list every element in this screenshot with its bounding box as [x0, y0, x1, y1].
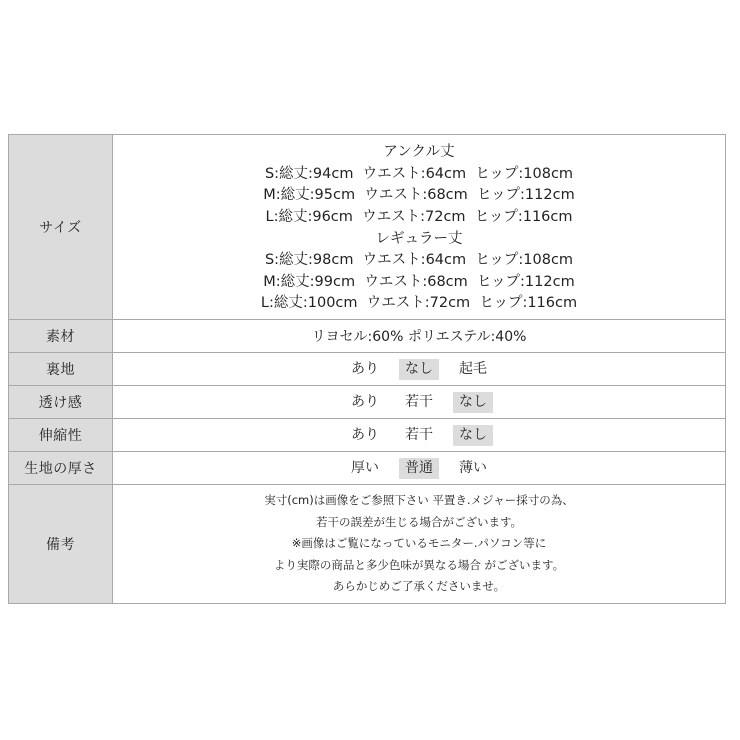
sheerness-option-slight: 若干	[405, 393, 433, 410]
sheerness-row	[9, 386, 726, 419]
thickness-options	[345, 458, 493, 479]
lining-options	[345, 359, 493, 380]
size-ankle-m: M:総丈:95cm ウエスト:68cm ヒップ:112cm	[263, 187, 575, 204]
size-regular-l: L:総丈:100cm ウエスト:72cm ヒップ:116cm	[260, 295, 578, 312]
note-line-1: 実寸(cm)は画像をご参照下さい 平置き.メジャー採寸の為、	[264, 493, 574, 508]
spec-table	[8, 134, 726, 604]
note-line-4: より実際の商品と多少色味が異なる場合 がございます。	[273, 557, 565, 572]
stretch-option-yes: あり	[351, 426, 379, 443]
stretch-label: 伸縮性	[9, 419, 113, 452]
notes-label: 備考	[9, 485, 113, 604]
note-line-2: 若干の誤差が生じる場合がございます。	[315, 514, 523, 529]
size-regular-m: M:総丈:99cm ウエスト:68cm ヒップ:112cm	[263, 273, 575, 290]
sheerness-label: 透け感	[9, 386, 113, 419]
thickness-option-thick: 厚い	[351, 459, 379, 476]
size-heading-regular: レギュラー丈	[375, 230, 463, 247]
lining-option-yes: あり	[351, 360, 379, 377]
stretch-options	[345, 425, 493, 446]
stretch-row	[9, 419, 726, 452]
stretch-option-slight: 若干	[405, 426, 433, 443]
size-heading-ankle: アンクル丈	[383, 144, 455, 161]
material-row	[9, 320, 726, 353]
size-ankle-l: L:総丈:96cm ウエスト:72cm ヒップ:116cm	[265, 208, 573, 225]
lining-option-no: なし	[399, 359, 439, 380]
size-lines	[113, 135, 725, 319]
notes-lines	[113, 485, 725, 603]
material-value: リヨセル:60% ポリエステル:40%	[113, 320, 726, 353]
thickness-value	[113, 452, 726, 485]
lining-row	[9, 353, 726, 386]
note-line-5: あらかじめご了承くださいませ。	[332, 579, 506, 594]
lining-option-brushed: 起毛	[459, 360, 487, 377]
notes-value	[113, 485, 726, 604]
thickness-label: 生地の厚さ	[9, 452, 113, 485]
thickness-row	[9, 452, 726, 485]
note-line-3: ※画像はご覧になっているモニター.パソコン等に	[291, 536, 547, 551]
size-ankle-s: S:総丈:94cm ウエスト:64cm ヒップ:108cm	[264, 165, 574, 182]
size-label: サイズ	[9, 135, 113, 320]
thickness-option-normal: 普通	[399, 458, 439, 479]
notes-row	[9, 485, 726, 604]
lining-value	[113, 353, 726, 386]
stretch-value	[113, 419, 726, 452]
sheerness-option-yes: あり	[351, 393, 379, 410]
size-row	[9, 135, 726, 320]
sheerness-option-no: なし	[453, 392, 493, 413]
size-regular-s: S:総丈:98cm ウエスト:64cm ヒップ:108cm	[264, 252, 574, 269]
sheerness-options	[345, 392, 493, 413]
sheerness-value	[113, 386, 726, 419]
size-value	[113, 135, 726, 320]
thickness-option-thin: 薄い	[459, 459, 487, 476]
lining-label: 裏地	[9, 353, 113, 386]
stretch-option-no: なし	[453, 425, 493, 446]
material-label: 素材	[9, 320, 113, 353]
